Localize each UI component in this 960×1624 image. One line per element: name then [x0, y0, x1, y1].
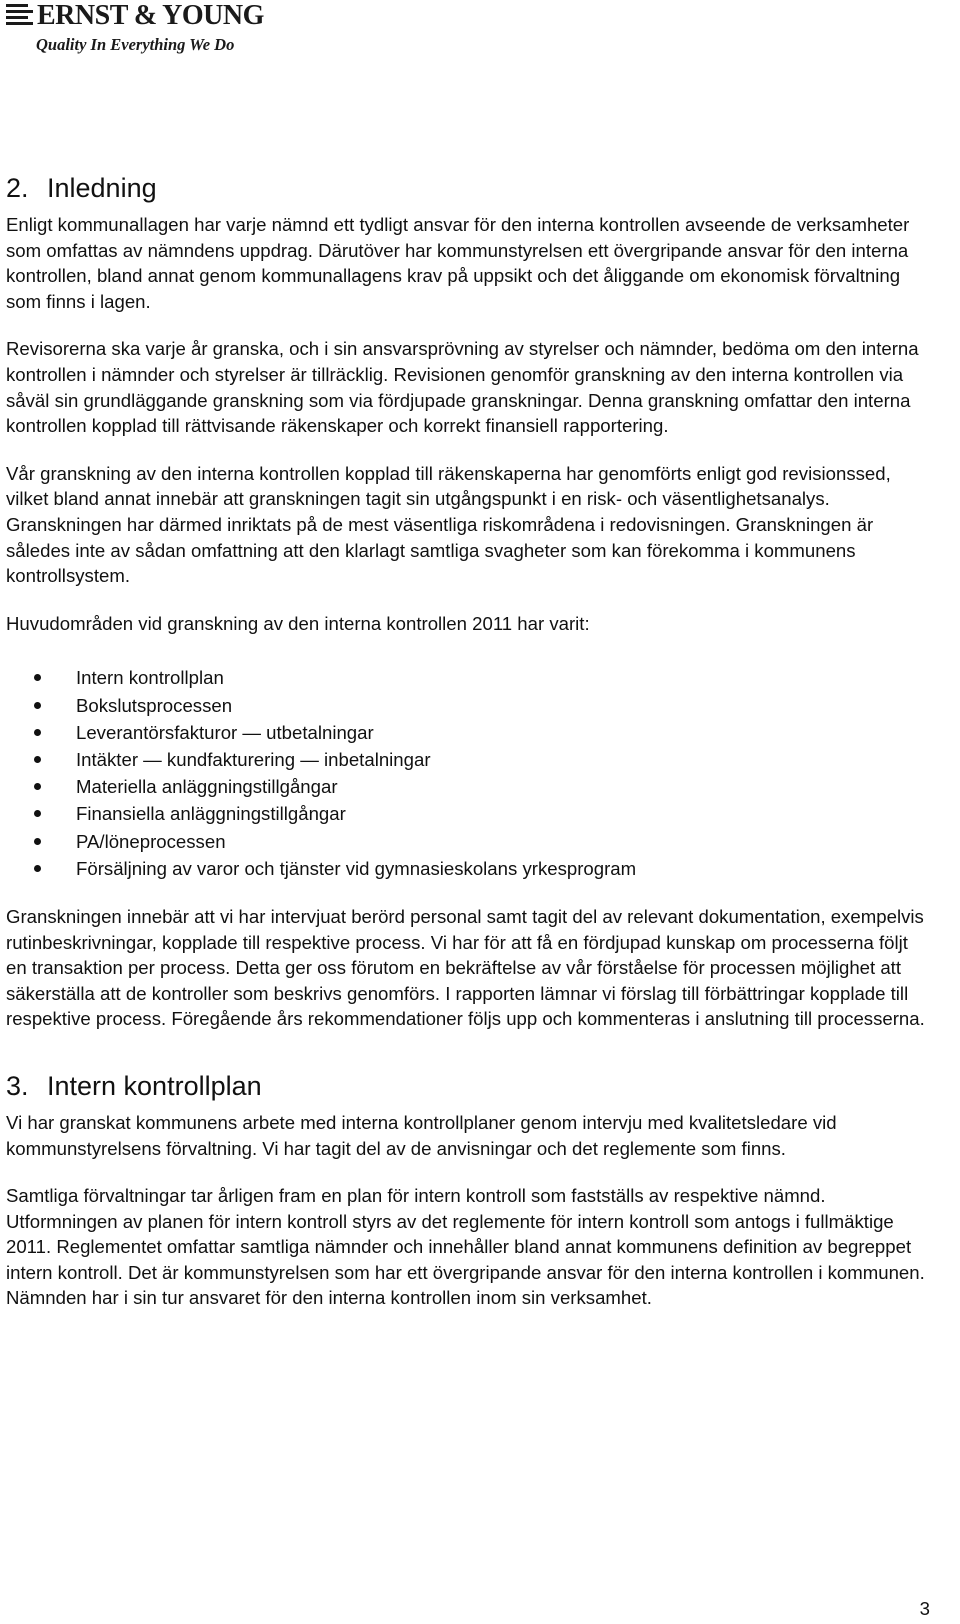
document-body — [6, 170, 926, 1311]
list-item: Intäkter — kundfakturering — inbetalningar — [6, 746, 926, 773]
list-item: Försäljning av varor och tjänster vid gymnasieskolans yrkesprogram — [6, 855, 926, 882]
page-number: 3 — [919, 1598, 930, 1619]
section-3-heading — [6, 1068, 926, 1104]
list-item: Intern kontrollplan — [6, 664, 926, 691]
paragraph: Samtliga förvaltningar tar årligen fram en plan för intern kontroll som fastställs av respektive nämnd. Utformningen av planen för intern kontroll styrs av det reglemente för intern kontroll som antogs i fullmäktige 2011. Reglementet omfattar samtliga nämnder och innehåller bland annat kommunens definition av begreppet intern kontroll. Det är kommunstyrelsen som har ett övergripande ansvar för den interna kontrollen i kommunen. Nämnden har i sin tur ansvaret för den interna kontrollen inom sin verksamhet. — [6, 1185, 925, 1309]
list-item: Finansiella anläggningstillgångar — [6, 800, 926, 827]
paragraph: Vi har granskat kommunens arbete med interna kontrollplaner genom intervju med kvalitetsledare vid kommunstyrelsens förvaltning. Vi har tagit del av de anvisningar och det reglemente som finns. — [6, 1111, 837, 1159]
focus-area-list — [6, 664, 926, 882]
section-2-title: Inledning — [47, 173, 157, 203]
section-2-number: 2. — [6, 173, 29, 203]
section-3-title: Intern kontrollplan — [47, 1070, 262, 1101]
paragraph: Revisorerna ska varje år granska, och i sin ansvarsprövning av styrelser och nämnder, bedöma om den interna kontrollen i nämnder och styrelser är tillräcklig. Revisionen genomför granskning av den interna kontrollen via såväl sin grundläggande granskning som via fördjupade granskningar. Denna granskning omfattar den interna kontrollen kopplad till rättvisande räkenskaper och korrekt finansiell rapportering. — [6, 338, 919, 437]
paragraph: Granskningen innebär att vi har intervjuat berörd personal samt tagit del av relevant dokumentation, exempelvis rutinbeskrivningar, kopplade till respektive process. Vi har för att få en fördjupad kunskap om processerna följt en transaktion per process. Detta ger oss förutom en bekräftelse av vår förståelse för processen möjlighet att säkerställa att de kontroller som beskrivs genomförs. I rapporten lämnar vi förslag till förbättringar kopplade till respektive process. Föregående års rekommendationer följs upp och kommenteras i anslutning till processerna. — [6, 905, 925, 1030]
company-name: ERNST & YOUNG — [37, 0, 264, 31]
ey-logo-mark-icon — [6, 2, 33, 28]
paragraph: Enligt kommunallagen har varje nämnd ett tydligt ansvar för den interna kontrollen avseende de verksamheter som omfattas av nämndens uppdrag. Därutöver har kommunstyrelsen ett övergripande ansvar för den interna kontrollen, bland annat genom kommunallagens krav på uppsikt och det åliggande om ekonomisk förvaltning som finns i lagen. — [6, 214, 910, 312]
company-logo — [6, 0, 264, 54]
paragraph: Vår granskning av den interna kontrollen kopplad till räkenskaperna har genomförts enligt god revisionssed, vilket bland annat innebär att granskningen tagit sin utgångspunkt i en risk- och väsentlighetsanalys. Granskningen har därmed inriktats på de mest väsentliga riskområdena i redovisningen. Granskningen är således inte av sådan omfattning att den klarlagt samtliga svagheter som kan förekomma i kommunens kontrollsystem. — [6, 462, 891, 587]
company-tagline: Quality In Everything We Do — [36, 35, 235, 54]
section-2-heading — [6, 170, 926, 206]
list-item: PA/löneprocessen — [6, 828, 926, 855]
section-3-number: 3. — [6, 1070, 29, 1101]
list-item: Bokslutsprocessen — [6, 692, 926, 719]
list-item: Materiella anläggningstillgångar — [6, 773, 926, 800]
list-item: Leverantörsfakturor — utbetalningar — [6, 719, 926, 746]
list-intro: Huvudområden vid granskning av den interna kontrollen 2011 har varit: — [6, 612, 590, 634]
